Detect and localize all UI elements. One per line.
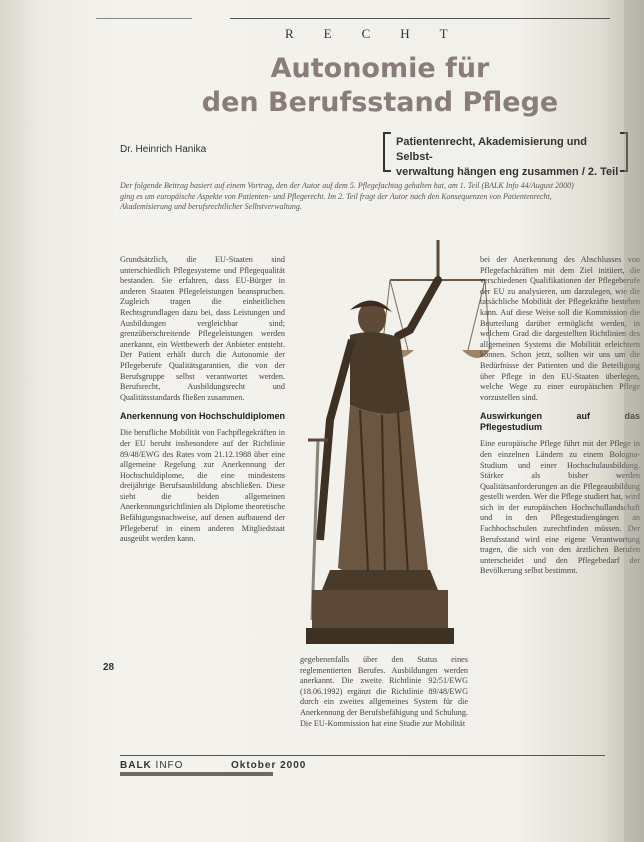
page-number: 28 [103,662,115,673]
column-left [120,255,285,755]
footer-band [120,772,273,776]
paragraph: Die berufliche Mobilität von Fachpflegekräften in der EU beruht insbesondere auf der Richtlinie 89/48/EWG des Rates vom 21.12.1988 über eine allgemeine Regelung zur Anerkennung der Hochschuldiplome, die eine mindestens dreijährige Berufsausbildung abschließen. Diese sieht die beiden allgemeinen Anerkennungsrichtlinien als Diplome theoretische Befähigungsnachweise, auf denen aufbauend der Pflegeberuf in einem anderen Mitgliedstaat ausgeübt werden kann. [120,428,285,544]
paragraph: Grundsätzlich, die EU-Staaten sind unterschiedlich Pflegesysteme und Pflegequalität bestanden. Sie erfahren, dass EU-Bürger in anderen Staaten Pflegeleistungen beanspruchen. Zugleich tragen die einheitlichen Rechtsgrundlagen dazu bei, dass Leistungen und Ausbildungen vergleichbar sind; grenzüberschreitende Pflegeleistungen werden anerkannt, ein Wettbewerb der Anbieter entsteht. Der Patient erhält durch die Autonomie der Pflegeberufe Qualitätsgarantien, die von der Berufsgruppe selbst verantwortet werden. Berufsrecht, Ausbildungsrecht und Qualitätsstandards fließen zusammen. [120,255,285,402]
page-edge-shadow [624,0,644,842]
subtitle-line-2: verwaltung hängen eng zusammen / 2. Teil [396,166,619,178]
justitia-statue-image [290,240,490,650]
column-right [480,255,640,755]
top-rule-long [230,18,610,19]
footer-rule [120,755,605,756]
subtitle-line-1: Patientenrecht, Akademisierung und Selbst- [396,136,587,163]
paragraph: Eine europäische Pflege führt mit der Pflege in den einzelnen Ländern zu einem Bologna-Studium und einer Hochschulausbildung. Stärker als bisher werden Qualitätsanforderungen an die Pflegeausbildung gestellt werden. Wer die Pflege studiert hat, wird sich in der europäischen Hochschullandschaft und in den Pflegestudiengängen an Fachhochschulen zurechtfinden müssen. Der Berufsstand wird eine eigene Verantwortung tragen, die sich von den ärztlichen Berufen unterscheidet und den Pflegebedarf der Bevölkerung selbst bestimmt. [480,439,640,576]
intro-paragraph: Der folgende Beitrag basiert auf einem Vortrag, den der Autor auf dem 5. Pflegefachtag gehalten hat, am 1. Teil (BALK Info 44/August 2000) ging es um europäische Aspekte von Patienten- und Pflegerecht. Im 2. Teil fragt der Autor nach den Konsequenzen von Patientenrecht, Akademisierung und berufsrechtlicher Selbstverwaltung. [120,181,574,211]
article-subtitle [396,135,621,180]
author-name: Dr. Heinrich Hanika [120,144,207,155]
title-line-1: Autonomie für [270,53,490,84]
section-rubric: RECHT [285,26,478,41]
column-middle [300,655,468,755]
paragraph: gegebenenfalls über den Status eines reglementierten Berufes. Ausbildungen werden anerkannt. Die zweite Richtlinie 92/51/EWG (18.06.1992) ergänzt die Richtlinie 89/48/EWG durch ein zweites allgemeines System für die Anerkennung der Berufsbefähigung und Schulung. Die EU-Kommission hat eine Studie zur Mobilität [300,655,468,728]
footer-magazine-name [120,760,183,771]
subtitle-bracket-left [383,132,391,172]
footer-issue-date: Oktober 2000 [231,760,307,771]
section-heading: Anerkennung von Hochschuldiplomen [120,411,286,422]
section-heading: Auswirkungen auf das Pflegestudium [480,411,640,433]
footer-magazine-a: BALK [120,760,152,771]
paragraph: bei der Anerkennung des Abschlusses von Pflegefachkräften mit dem Ziel initiiert, die verschiedenen Qualifikationen der Pflegeberufe der EU zu analysieren, um darzulegen, wie die tatsächliche Mobilität der Pflegekräfte bestehen kann. Auf diese Weise soll die Kommission die Beurteilung darüber ermöglicht werden, in welchem Grad die dargestellten Richtlinien des allgemeinen Systems die Mobilität erleichtern können. Schon jetzt, sollten wir uns um die Bedürfnisse der Patienten und die Beteiligung über Pflege in den EU-Staaten überlegen, welche Wege zu einer europäischen Pflege vorzustellen sind. [480,255,640,402]
footer-magazine-b: INFO [151,760,184,771]
title-line-2: den Berufsstand Pflege [201,87,559,118]
top-rule-short [96,18,192,19]
article-title [180,52,580,120]
